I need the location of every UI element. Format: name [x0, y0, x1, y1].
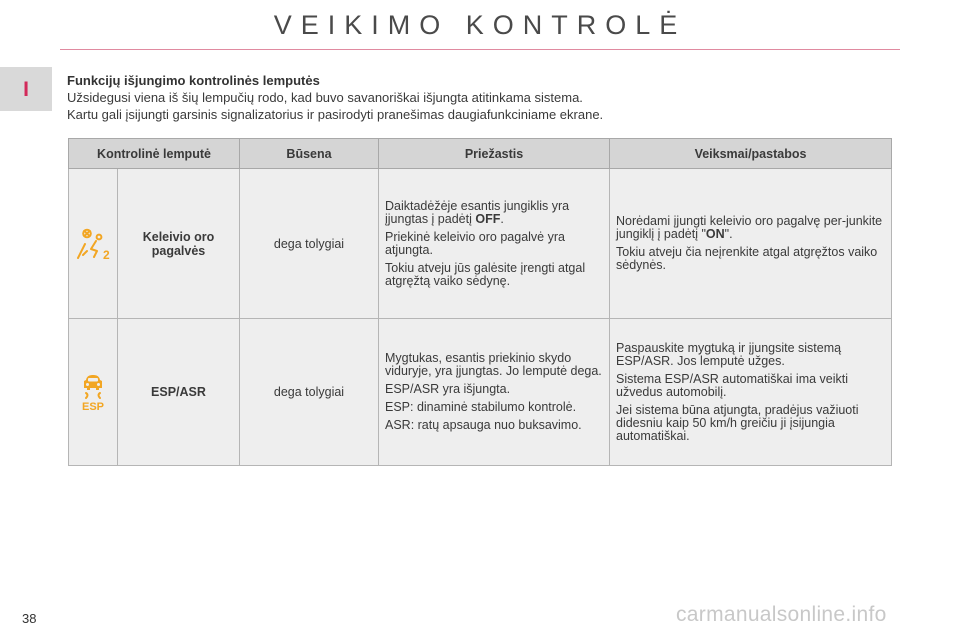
- lamp-action: [610, 319, 892, 466]
- cause-text: ASR: ratų apsauga nuo buksavimo.: [385, 418, 582, 432]
- chapter-letter: I: [23, 78, 29, 101]
- cause-text: Priekinė keleivio oro pagalvė yra atjungta.: [385, 229, 565, 257]
- column-header-action: Veiksmai/pastabos: [610, 139, 892, 169]
- title-divider: [60, 49, 900, 50]
- cause-text: ESP/ASR yra išjungta.: [385, 382, 511, 396]
- svg-text:ESP: ESP: [81, 401, 105, 412]
- section-heading: Funkcijų išjungimo kontrolinės lemputės: [67, 73, 320, 88]
- cause-text: Mygtukas, esantis priekinio skydo viduryje, yra įjungtas. Jo lemputė dega.: [385, 351, 602, 378]
- action-text: Paspauskite mygtuką ir įjungsite sistemą ESP/ASR. Jos lemputė užges.: [616, 340, 842, 368]
- table-header-row: [69, 139, 892, 169]
- cause-text: Daiktadėžėje esantis jungiklis yra įjungtas į padėtį OFF.: [385, 198, 570, 226]
- action-text: Jei sistema būna atjungta, pradėjus važiuoti didesniu kaip 50 km/h greičiu ji įsijungia automatiškai.: [616, 402, 859, 443]
- cause-text: Tokiu atveju jūs galėsite įrengti atgal atgręžtą vaiko sėdynę.: [385, 260, 586, 288]
- lamp-state: dega tolygiai: [240, 169, 379, 319]
- lamp-icon-cell: [69, 169, 118, 319]
- lamp-action: [610, 169, 892, 319]
- table-row: [69, 169, 892, 319]
- intro-paragraph-2: Kartu gali įsijungti garsinis signalizatorius ir pasirodyti pranešimas daugiafunkciniame ekrane.: [67, 107, 604, 122]
- column-header-lamp: Kontrolinė lemputė: [69, 139, 240, 169]
- column-header-cause: Priežastis: [379, 139, 610, 169]
- esp-off-icon: [78, 372, 108, 412]
- intro-section: [67, 72, 907, 123]
- action-text: Sistema ESP/ASR automatiškai ima veikti užvedus automobilį.: [616, 371, 849, 399]
- intro-paragraph-1: Užsidegusi viena iš šių lempučių rodo, kad buvo savanoriškai išjungta atitinkama sistema.: [67, 90, 583, 105]
- table-row: [69, 319, 892, 466]
- warning-lamps-table: [68, 138, 892, 466]
- lamp-name: ESP/ASR: [118, 319, 240, 466]
- cause-text: ESP: dinaminė stabilumo kontrolė.: [385, 400, 577, 414]
- watermark: carmanualsonline.info: [676, 603, 887, 626]
- page-title: VEIKIMO KONTROLĖ: [273, 10, 687, 40]
- lamp-icon-cell: [69, 319, 118, 466]
- lamp-state: dega tolygiai: [240, 319, 379, 466]
- lamp-cause: [379, 319, 610, 466]
- action-text: Tokiu atveju čia neįrenkite atgal atgręžtos vaiko sėdynės.: [616, 245, 878, 272]
- column-header-state: Būsena: [240, 139, 379, 169]
- lamp-name: Keleivio oro pagalvės: [118, 169, 240, 319]
- page-number: 38: [22, 611, 37, 626]
- passenger-airbag-off-icon: [74, 228, 112, 260]
- action-text: Norėdami įjungti keleivio oro pagalvę per-junkite jungiklį į padėtį "ON".: [616, 214, 883, 241]
- lamp-cause: [379, 169, 610, 319]
- svg-text:2: 2: [103, 247, 110, 260]
